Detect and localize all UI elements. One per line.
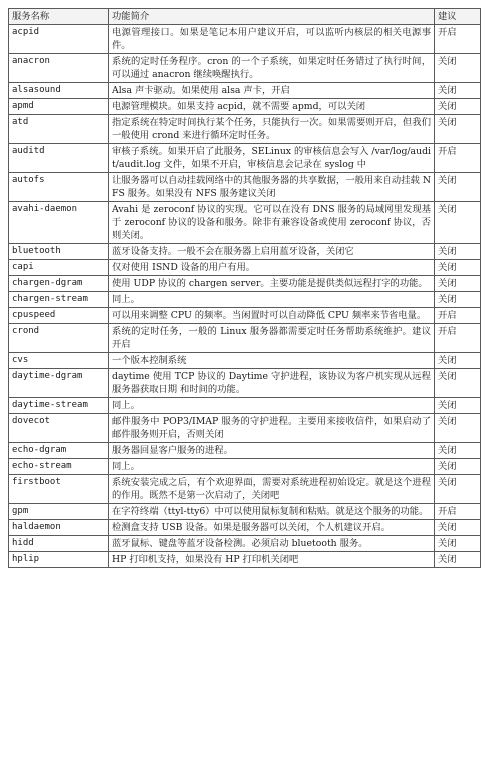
table-row bbox=[9, 83, 481, 99]
table-row bbox=[9, 552, 481, 568]
description-cell: 邮件服务中 POP3/IMAP 服务的守护进程。主要用来接收信件，如果启动了邮件服务则开启，否则关闭 bbox=[109, 414, 435, 443]
service-name-cell: capi bbox=[9, 260, 109, 276]
description-cell: 一个版本控制系统 bbox=[109, 353, 435, 369]
service-name-cell: chargen-dgram bbox=[9, 276, 109, 292]
recommendation-cell: 开启 bbox=[435, 25, 481, 54]
description-cell: 同上。 bbox=[109, 398, 435, 414]
service-name-cell: acpid bbox=[9, 25, 109, 54]
table-row bbox=[9, 292, 481, 308]
description-cell: 蓝牙设备支持。一般不会在服务器上启用蓝牙设备，关闭它 bbox=[109, 244, 435, 260]
recommendation-cell: 关闭 bbox=[435, 353, 481, 369]
table-row bbox=[9, 202, 481, 244]
table-row bbox=[9, 536, 481, 552]
table-row bbox=[9, 276, 481, 292]
service-name-cell: atd bbox=[9, 115, 109, 144]
header-service-name: 服务名称 bbox=[9, 9, 109, 25]
table-row bbox=[9, 308, 481, 324]
service-name-cell: chargen-stream bbox=[9, 292, 109, 308]
table-row bbox=[9, 398, 481, 414]
service-name-cell: anacron bbox=[9, 54, 109, 83]
table-row bbox=[9, 414, 481, 443]
service-name-cell: alsasound bbox=[9, 83, 109, 99]
table-body bbox=[9, 25, 481, 568]
table-row bbox=[9, 324, 481, 353]
description-cell: 仅对使用 ISND 设备的用户有用。 bbox=[109, 260, 435, 276]
description-cell: 蓝牙鼠标、键盘等蓝牙设备检测。必须启动 bluetooth 服务。 bbox=[109, 536, 435, 552]
recommendation-cell: 关闭 bbox=[435, 369, 481, 398]
description-cell: daytime 使用 TCP 协议的 Daytime 守护进程，该协议为客户机实现从远程服务器获取日期 和时间的功能。 bbox=[109, 369, 435, 398]
service-name-cell: hidd bbox=[9, 536, 109, 552]
service-name-cell: echo-stream bbox=[9, 459, 109, 475]
description-cell: 服务器回显客户服务的进程。 bbox=[109, 443, 435, 459]
services-table bbox=[8, 8, 481, 568]
description-cell: 系统的定时任务程序。cron 的一个子系统，如果定时任务错过了执行时间，可以通过 anacron 继续唤醒执行。 bbox=[109, 54, 435, 83]
description-cell: 电源管理模块。如果支持 acpid，就不需要 apmd，可以关闭 bbox=[109, 99, 435, 115]
service-name-cell: daytime-dgram bbox=[9, 369, 109, 398]
recommendation-cell: 开启 bbox=[435, 324, 481, 353]
recommendation-cell: 关闭 bbox=[435, 443, 481, 459]
description-cell: 同上。 bbox=[109, 292, 435, 308]
recommendation-cell: 关闭 bbox=[435, 414, 481, 443]
recommendation-cell: 关闭 bbox=[435, 398, 481, 414]
service-name-cell: auditd bbox=[9, 144, 109, 173]
recommendation-cell: 关闭 bbox=[435, 54, 481, 83]
description-cell: 使用 UDP 协议的 chargen server。主要功能是提供类似远程打字的功能。 bbox=[109, 276, 435, 292]
table-row bbox=[9, 173, 481, 202]
service-name-cell: apmd bbox=[9, 99, 109, 115]
description-cell: 检测盒支持 USB 设备。如果是服务器可以关闭，个人机建议开启。 bbox=[109, 520, 435, 536]
description-cell: Avahi 是 zeroconf 协议的实现。它可以在没有 DNS 服务的局域网里发现基于 zeroconf 协议的设备和服务。除非有兼容设备或使用 zeroconf 协议，否则关闭。 bbox=[109, 202, 435, 244]
service-name-cell: bluetooth bbox=[9, 244, 109, 260]
service-name-cell: dovecot bbox=[9, 414, 109, 443]
table-row bbox=[9, 99, 481, 115]
recommendation-cell: 关闭 bbox=[435, 83, 481, 99]
table-row bbox=[9, 504, 481, 520]
description-cell: 在字符终端（ttyl-tty6）中可以使用鼠标复制和粘贴。就是这个服务的功能。 bbox=[109, 504, 435, 520]
recommendation-cell: 关闭 bbox=[435, 244, 481, 260]
service-name-cell: avahi-daemon bbox=[9, 202, 109, 244]
table-row bbox=[9, 443, 481, 459]
header-recommendation: 建议 bbox=[435, 9, 481, 25]
recommendation-cell: 关闭 bbox=[435, 99, 481, 115]
service-name-cell: cpuspeed bbox=[9, 308, 109, 324]
table-row bbox=[9, 520, 481, 536]
table-row bbox=[9, 353, 481, 369]
table-row bbox=[9, 260, 481, 276]
recommendation-cell: 关闭 bbox=[435, 260, 481, 276]
description-cell: HP 打印机支持，如果没有 HP 打印机关闭吧 bbox=[109, 552, 435, 568]
recommendation-cell: 关闭 bbox=[435, 276, 481, 292]
service-name-cell: autofs bbox=[9, 173, 109, 202]
recommendation-cell: 关闭 bbox=[435, 115, 481, 144]
description-cell: 让服务器可以自动挂载网络中的其他服务器的共享数据，一般用来自动挂载 NFS 服务。如果没有 NFS 服务建议关闭 bbox=[109, 173, 435, 202]
description-cell: 系统安装完成之后，有个欢迎界面，需要对系统进程初始设定。就是这个进程的作用。既然不是第一次启动了，关闭吧 bbox=[109, 475, 435, 504]
recommendation-cell: 开启 bbox=[435, 308, 481, 324]
description-cell: 同上。 bbox=[109, 459, 435, 475]
table-header bbox=[9, 9, 481, 25]
service-name-cell: gpm bbox=[9, 504, 109, 520]
recommendation-cell: 开启 bbox=[435, 144, 481, 173]
description-cell: 审核子系统。如果开启了此服务，SELinux 的审核信息会写入 /var/log/audit/audit.log 文件，如果不开启，审核信息会记录在 syslog 中 bbox=[109, 144, 435, 173]
service-name-cell: cvs bbox=[9, 353, 109, 369]
service-name-cell: crond bbox=[9, 324, 109, 353]
service-name-cell: hplip bbox=[9, 552, 109, 568]
service-name-cell: haldaemon bbox=[9, 520, 109, 536]
service-name-cell: firstboot bbox=[9, 475, 109, 504]
description-cell: 指定系统在特定时间执行某个任务，只能执行一次。如果需要则开启，但我们一般使用 crond 来进行循环定时任务。 bbox=[109, 115, 435, 144]
recommendation-cell: 关闭 bbox=[435, 552, 481, 568]
header-row bbox=[9, 9, 481, 25]
recommendation-cell: 关闭 bbox=[435, 536, 481, 552]
table-row bbox=[9, 244, 481, 260]
header-description: 功能简介 bbox=[109, 9, 435, 25]
table-row bbox=[9, 54, 481, 83]
table-row bbox=[9, 475, 481, 504]
description-cell: 系统的定时任务，一般的 Linux 服务器都需要定时任务帮助系统维护。建议开启 bbox=[109, 324, 435, 353]
description-cell: Alsa 声卡驱动。如果使用 alsa 声卡，开启 bbox=[109, 83, 435, 99]
recommendation-cell: 关闭 bbox=[435, 173, 481, 202]
recommendation-cell: 关闭 bbox=[435, 520, 481, 536]
table-row bbox=[9, 459, 481, 475]
recommendation-cell: 关闭 bbox=[435, 459, 481, 475]
table-row bbox=[9, 115, 481, 144]
description-cell: 可以用来调整 CPU 的频率。当闲置时可以自动降低 CPU 频率来节省电量。 bbox=[109, 308, 435, 324]
recommendation-cell: 开启 bbox=[435, 504, 481, 520]
description-cell: 电源管理接口。如果是笔记本用户建议开启，可以监听内核层的相关电源事件。 bbox=[109, 25, 435, 54]
table-row bbox=[9, 144, 481, 173]
service-name-cell: daytime-stream bbox=[9, 398, 109, 414]
recommendation-cell: 关闭 bbox=[435, 475, 481, 504]
recommendation-cell: 关闭 bbox=[435, 202, 481, 244]
recommendation-cell: 关闭 bbox=[435, 292, 481, 308]
table-row bbox=[9, 25, 481, 54]
table-row bbox=[9, 369, 481, 398]
service-name-cell: echo-dgram bbox=[9, 443, 109, 459]
